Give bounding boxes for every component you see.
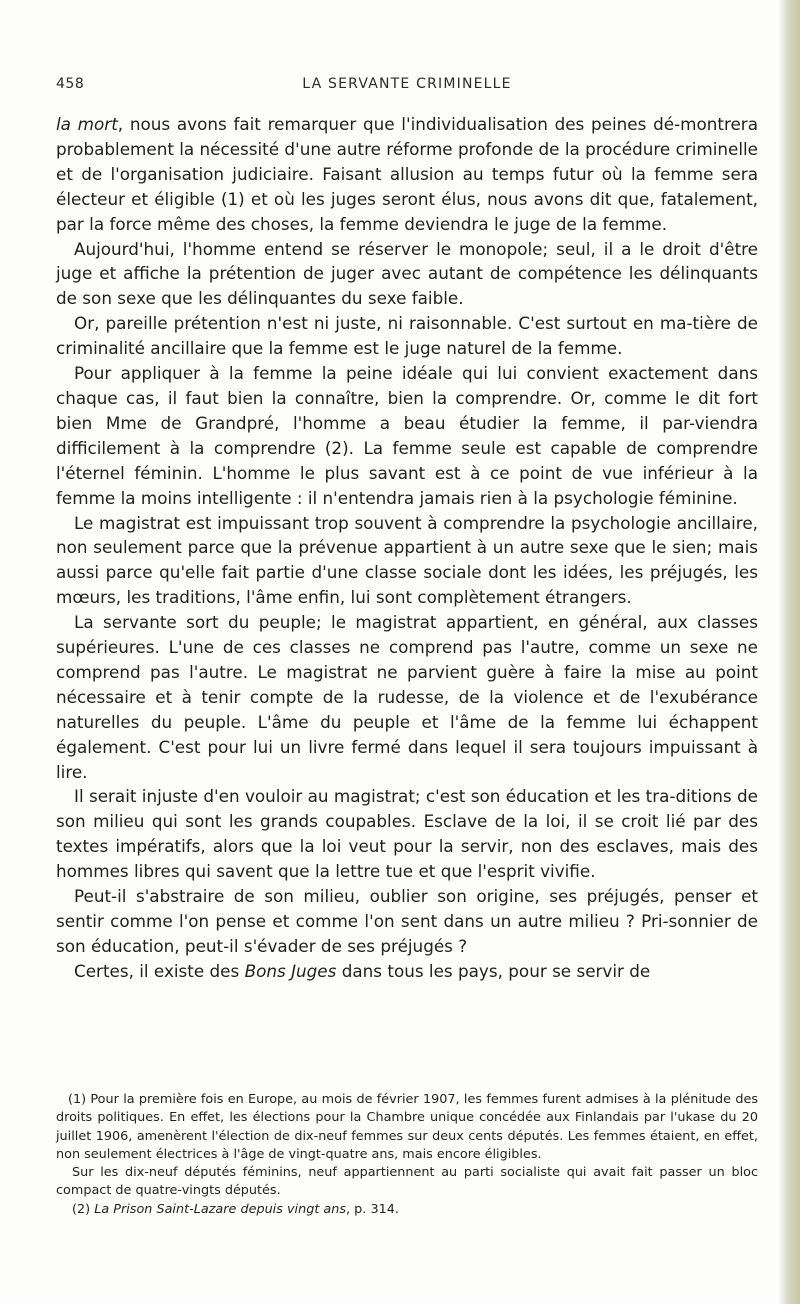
- paragraph-6: La servante sort du peuple; le magistrat appartient, en général, aux classes supérieures. L'une de ces classes ne comprend pas l'autre, comme un sexe ne comprend pas l'autre. Le magistrat ne parvient guère à faire la mise au point nécessaire et à tenir compte de la rudesse, de la violence et de l'exubérance naturelles du peuple. L'âme du peuple et l'âme de la femme lui échappent également. C'est pour lui un livre fermé dans lequel il sera toujours impuissant à lire.: [56, 612, 758, 782]
- paragraph-2: Aujourd'hui, l'homme entend se réserver le monopole; seul, il a le droit d'être juge et affiche la prétention de juger avec autant de compétence les délinquants de son sexe que les délinquantes du sexe faible.: [56, 238, 758, 309]
- footnote-1: (1) Pour la première fois en Europe, au mois de février 1907, les femmes furent admises à la plénitude des droits politiques. En effet, les élections pour la Chambre unique concédée aux Finlandais par l'ukase du 20 juillet 1906, amenèrent l'élection de dix-neuf femmes sur deux cents députés. Les femmes étaient, en effet, non seulement électrices à l'âge de vingt-quatre ans, mais encore éligibles.: [56, 1092, 758, 1162]
- footnote-number: (2): [72, 1201, 95, 1217]
- page-header: [56, 76, 758, 100]
- footnote-text: , p. 314.: [346, 1201, 399, 1217]
- footnote-1-continued: Sur les dix-neuf députés féminins, neuf appartiennent au parti socialiste qui avait fait passer un bloc compact de quatre-vingts députés.: [56, 1165, 758, 1199]
- footnote-2: [56, 1201, 758, 1219]
- running-title: LA SERVANTE CRIMINELLE: [302, 76, 512, 92]
- paragraph-text: Certes, il existe des: [74, 960, 245, 981]
- main-text: [56, 112, 758, 984]
- paragraph-4: Pour appliquer à la femme la peine idéale qui lui convient exactement dans chaque cas, il faut bien la connaître, bien la comprendre. Or, comme le dit fort bien Mme de Grandpré, l'homme a beau étudier la femme, il par-viendra difficilement à la comprendre (2). La femme seule est capable de comprendre l'éternel féminin. L'homme le plus savant est à ce point de vue inférieur à la femme la moins intelligente : il n'entendra jamais rien à la psychologie féminine.: [56, 363, 758, 508]
- scan-edge-shadow: [778, 0, 800, 1304]
- paragraph-3: Or, pareille prétention n'est ni juste, ni raisonnable. C'est surtout en ma-tière de criminalité ancillaire que la femme est le juge naturel de la femme.: [56, 313, 758, 359]
- paragraph-8: Peut-il s'abstraire de son milieu, oublier son origine, ses préjugés, penser et sentir comme l'on pense et comme l'on sent dans un autre milieu ? Pri-sonnier de son éducation, peut-il s'évader de ses préjugés ?: [56, 886, 758, 956]
- paragraph-text: dans tous les pays, pour se servir de: [336, 960, 651, 981]
- paragraph-7: Il serait injuste d'en vouloir au magistrat; c'est son éducation et les tra-ditions de son milieu qui sont les grands coupables. Esclave de la loi, il se croit lié par des textes impératifs, alors que la loi veut pour la servir, non des esclaves, mais des hommes libres qui savent que la lettre tue et que l'esprit vivifie.: [56, 786, 758, 882]
- paragraph-text: , nous avons fait remarquer que l'individualisation des peines dé-montrera probablement la nécessité d'une autre réforme profonde de la procédure criminelle et de l'organisation judiciaire. Faisant allusion au temps futur où la femme sera électeur et éligible (1) et où les juges seront élus, nous avons dit que, fatalement, par la force même des choses, la femme deviendra le juge de la femme.: [56, 114, 758, 234]
- footnote-italic-title: La Prison Saint-Lazare depuis vingt ans: [94, 1201, 347, 1217]
- italic-title: Bons Juges: [244, 960, 337, 981]
- italic-phrase: la mort: [56, 114, 118, 134]
- footnotes: [56, 1091, 758, 1219]
- page-number: 458: [56, 76, 85, 92]
- paragraph-1: [56, 112, 758, 237]
- paragraph-9: [56, 959, 758, 984]
- paragraph-5: Le magistrat est impuissant trop souvent à comprendre la psychologie ancillaire, non seulement parce que la prévenue appartient à un autre sexe que le sien; mais aussi parce qu'elle fait partie d'une classe sociale dont les idées, les préjugés, les mœurs, les traditions, l'âme enfin, lui sont complètement étrangers.: [56, 512, 758, 608]
